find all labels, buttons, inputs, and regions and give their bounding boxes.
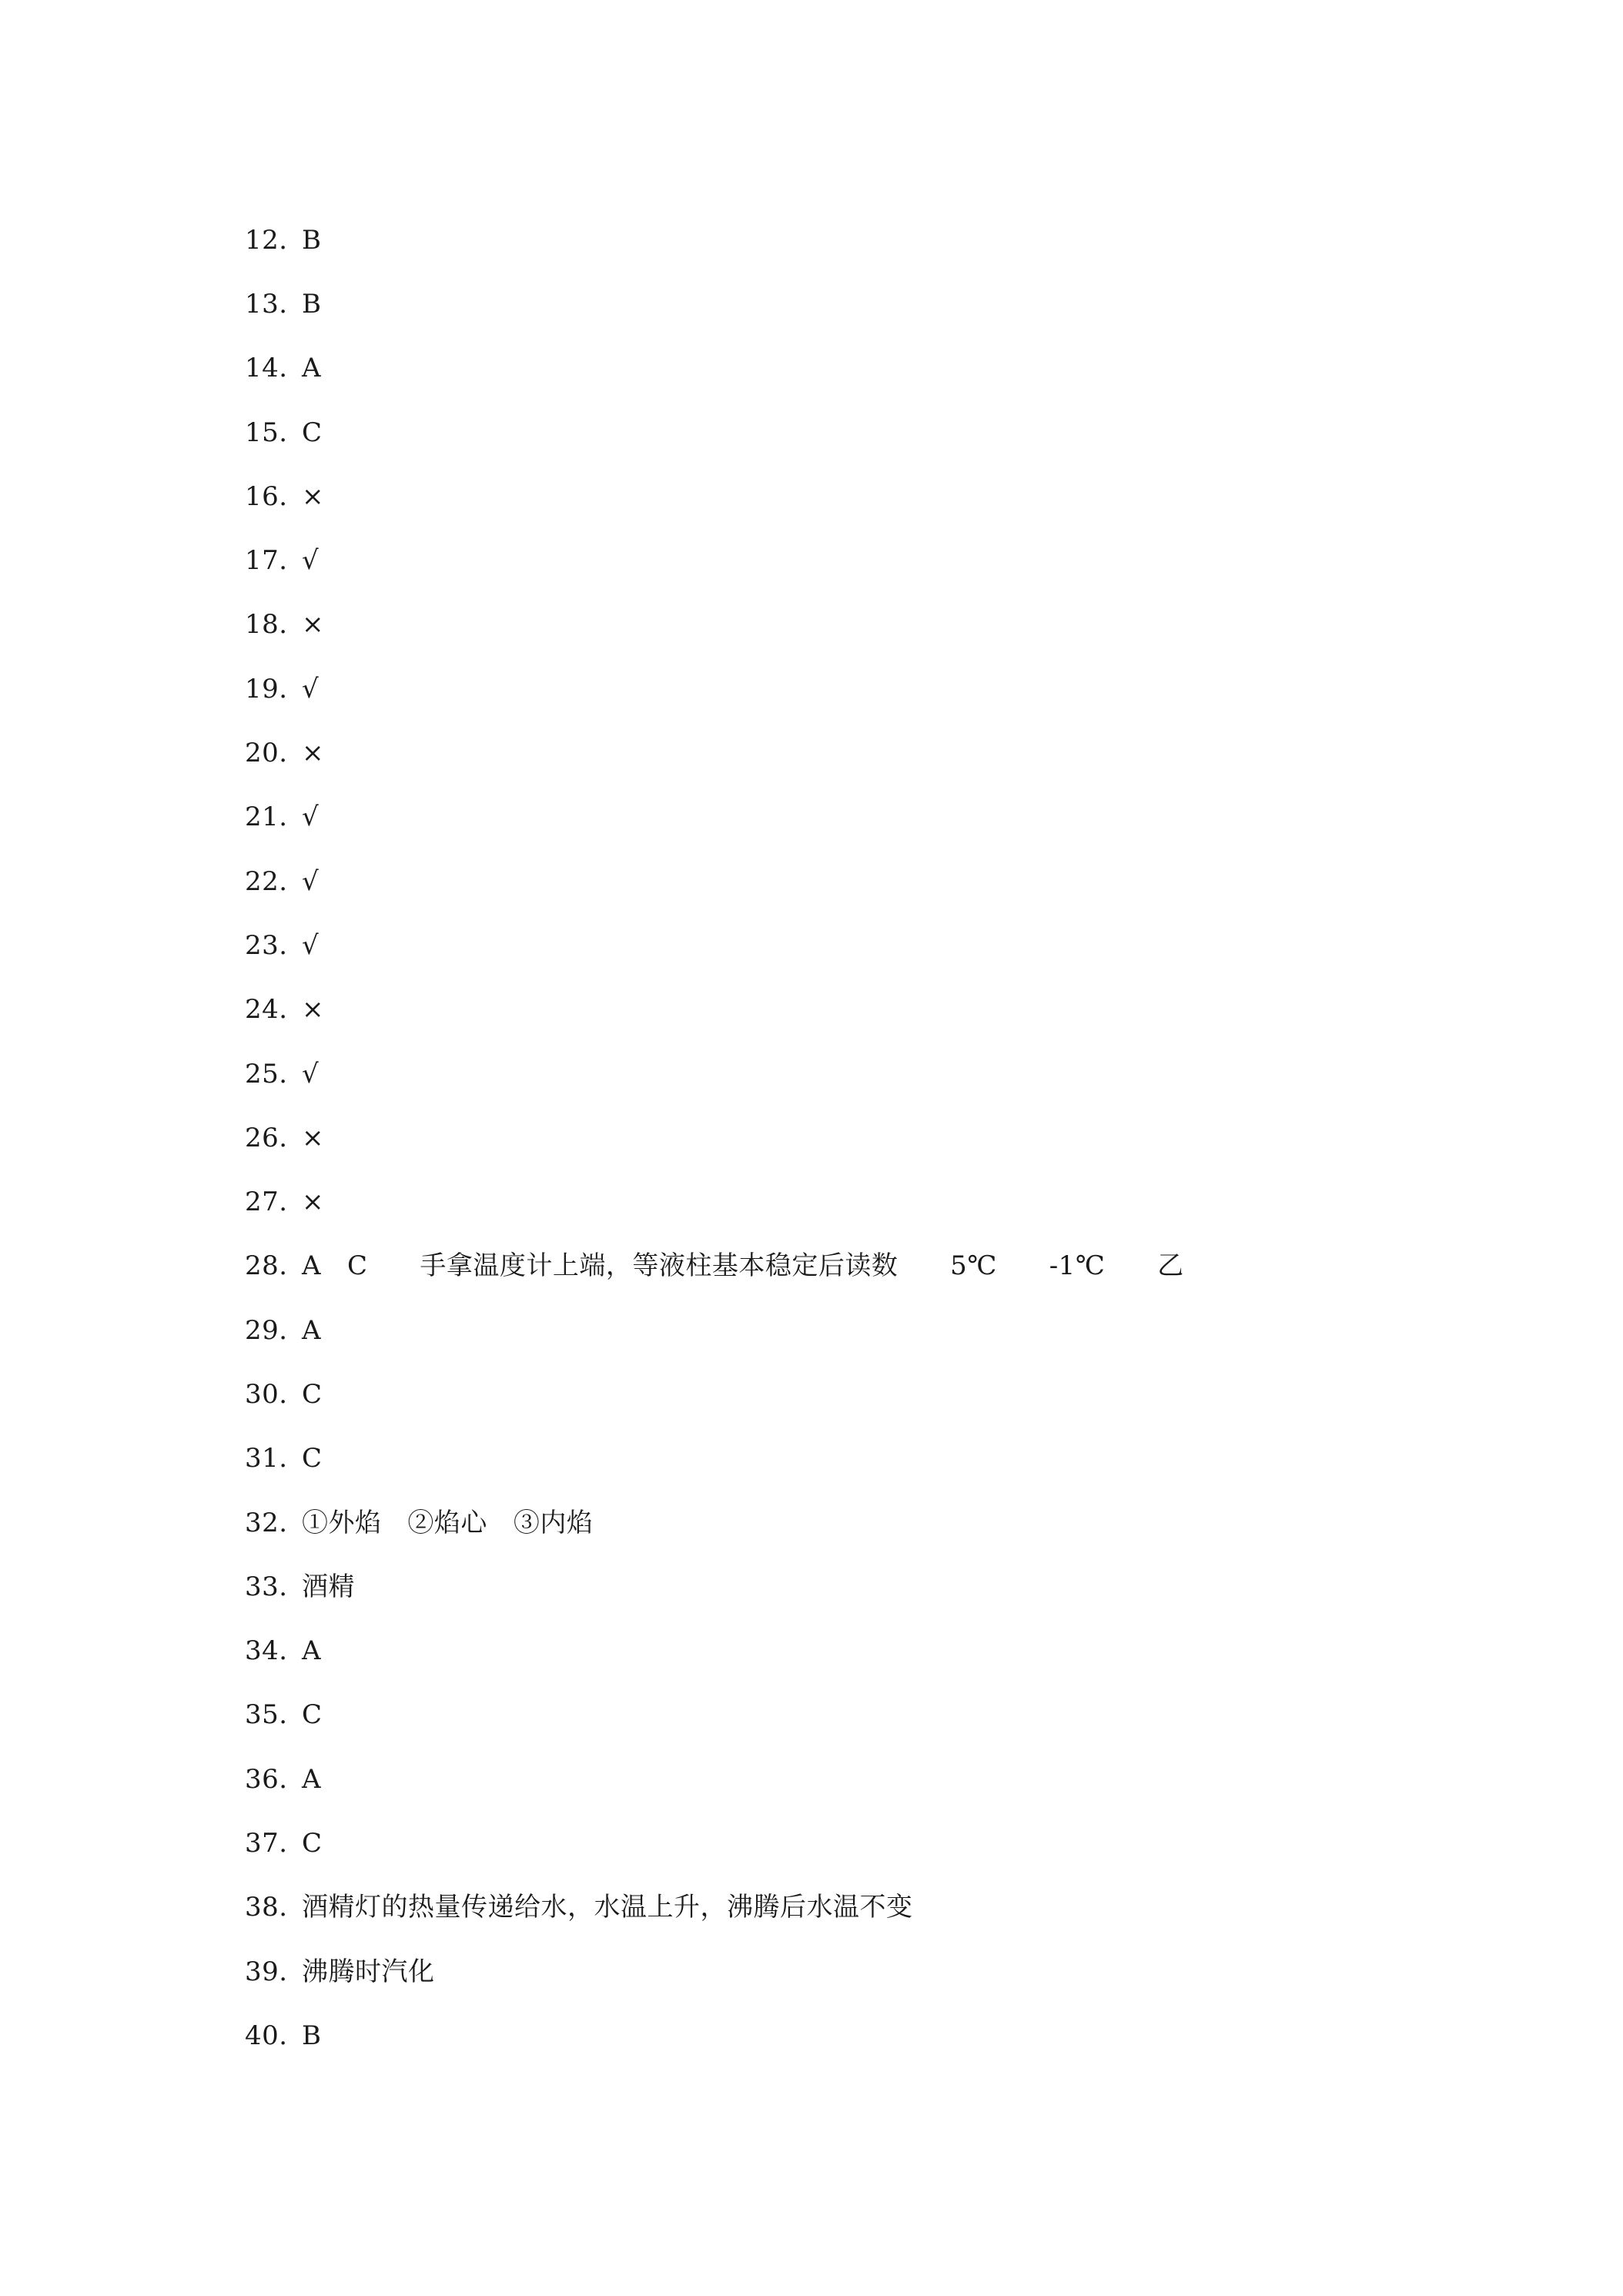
answer-row [245,1298,1400,1362]
answer-text: × [302,738,324,769]
answer-text: √ [302,802,320,833]
answer-number: 29. [245,1314,288,1346]
answer-number: 32. [245,1507,288,1538]
answer-number: 26. [245,1122,288,1153]
answer-text: B [302,2020,322,2051]
answer-number: 22. [245,865,288,897]
answer-text: × [302,480,324,512]
answer-number: 20. [245,738,288,769]
answer-number: 27. [245,1186,288,1218]
answer-row [245,1683,1400,1747]
answer-text: √ [302,929,320,961]
answer-row [245,978,1400,1042]
answer-number: 38. [245,1892,288,1923]
answer-text: A [302,1314,322,1346]
answer-text: A [302,1635,322,1667]
answer-row [245,1362,1400,1426]
answer-row [245,1555,1400,1618]
answer-row [245,1234,1400,1298]
answer-text: B [302,288,322,320]
answer-row [245,593,1400,657]
answer-row [245,208,1400,272]
answer-row [245,2003,1400,2067]
answer-row [245,1106,1400,1170]
answer-text: √ [302,1058,320,1089]
answer-number: 13. [245,288,288,320]
answer-text: 酒精 [302,1571,355,1602]
answer-number: 21. [245,802,288,833]
answer-number: 28. [245,1250,288,1282]
answer-number: 40. [245,2020,288,2051]
answer-number: 25. [245,1058,288,1089]
answer-text: √ [302,673,320,705]
answer-number: 34. [245,1635,288,1667]
answer-text: A [302,1763,322,1795]
answer-text: C [302,417,323,448]
answer-row [245,1811,1400,1875]
answer-number: 36. [245,1763,288,1795]
answer-number: 31. [245,1443,288,1474]
answer-row [245,1427,1400,1491]
answer-text: C [302,1443,323,1474]
answer-number: 15. [245,417,288,448]
answer-text: 酒精灯的热量传递给水，水温上升，沸腾后水温不变 [302,1892,913,1923]
answer-text: A C 手拿温度计上端，等液柱基本稳定后读数 5℃ -1℃ 乙 [302,1250,1184,1282]
answer-row [245,1491,1400,1555]
answer-list [245,208,1400,2068]
answer-text: 沸腾时汽化 [302,1956,435,1987]
answer-row [245,1042,1400,1106]
answer-row [245,336,1400,400]
answer-text: ①外焰 ②焰心 ③内焰 [302,1507,594,1538]
answer-number: 33. [245,1571,288,1602]
answer-text: × [302,609,324,641]
answer-number: 39. [245,1956,288,1987]
answer-row [245,1619,1400,1683]
answer-row [245,913,1400,977]
answer-number: 19. [245,673,288,705]
answer-number: 17. [245,545,288,577]
answer-row [245,721,1400,785]
answer-text: A [302,353,322,384]
answer-number: 35. [245,1699,288,1731]
answer-row [245,464,1400,528]
answer-number: 24. [245,994,288,1026]
answer-number: 12. [245,224,288,256]
answer-number: 37. [245,1828,288,1859]
answer-row [245,1876,1400,1940]
answer-row [245,400,1400,464]
answer-row [245,272,1400,336]
answer-number: 14. [245,353,288,384]
answer-text: C [302,1699,323,1731]
answer-text: C [302,1378,323,1410]
answer-number: 23. [245,929,288,961]
answer-number: 18. [245,609,288,641]
answer-text: × [302,1186,324,1218]
answer-number: 30. [245,1378,288,1410]
answer-text: √ [302,545,320,577]
answer-row [245,849,1400,913]
answer-text: √ [302,865,320,897]
answer-row [245,528,1400,592]
answer-row [245,1170,1400,1233]
answer-row [245,785,1400,849]
answer-number: 16. [245,480,288,512]
answer-text: C [302,1828,323,1859]
answer-text: × [302,994,324,1026]
answer-row [245,1747,1400,1811]
answer-text: × [302,1122,324,1153]
answer-row [245,657,1400,721]
answer-row [245,1940,1400,2003]
answer-text: B [302,224,322,256]
